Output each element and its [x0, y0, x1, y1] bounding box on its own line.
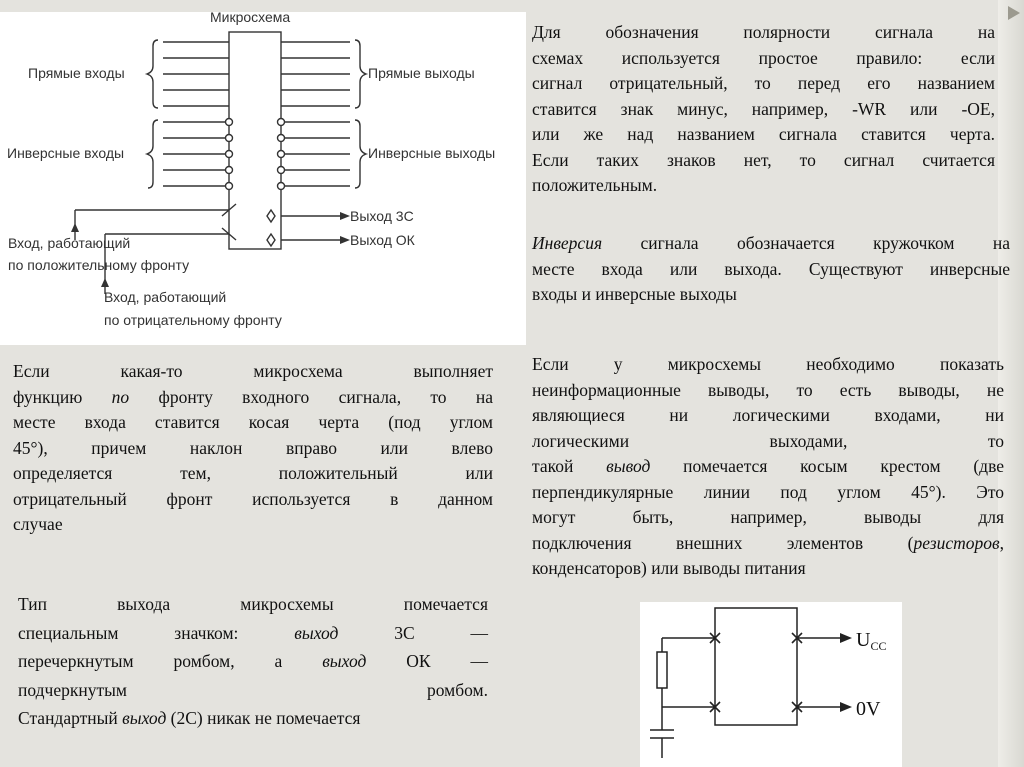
output-3s-label: Выход 3С [350, 208, 414, 224]
underlined-diamond-icon [267, 234, 275, 246]
inverse-inputs-label: Инверсные входы [7, 145, 125, 161]
noninfo-line: могут быть, например, выводы для [532, 507, 1004, 527]
polarity-line: положительным. [532, 175, 658, 195]
neg-edge-label-1: Вход, работающий [104, 289, 227, 305]
zero-v-label: 0V [856, 698, 881, 720]
polarity-line: Для обозначения полярности сигнала на [532, 22, 995, 42]
direct-outputs-label: Прямые выходы [368, 65, 475, 81]
resistor-symbol [657, 652, 667, 688]
inversion-term: Инверсия [532, 233, 603, 253]
pos-edge-label-2: по положительному фронту [8, 257, 190, 273]
noninfo-line: конденсаторов) или выводы питания [532, 558, 806, 578]
corner-arrow-icon [1008, 6, 1020, 20]
edge-line: отрицательный фронт используется в данном [13, 488, 493, 509]
edge-text: фронту входного сигнала, то на [129, 386, 494, 407]
edge-line: определяется тем, положительный или [13, 463, 493, 483]
edge-line: 45°), причем наклон вправо или влево [13, 437, 493, 458]
output-type-paragraph [18, 590, 488, 733]
polarity-line: сигнал отрицательный, то перед его названием [532, 73, 995, 93]
output-type-line: подчеркнутым ромбом. [18, 679, 488, 700]
edge-paragraph [13, 359, 493, 538]
output-type-text: Стандартный [18, 708, 123, 728]
ucc-label: $U_{CC}$ [856, 629, 887, 653]
zero-v-arrow-icon [840, 702, 852, 712]
chip-title-label: Микросхема [210, 12, 291, 25]
inversion-text: сигнала обозначается кружочком на [602, 233, 1010, 253]
polarity-line: или же над названием сигнала ставится черта. [532, 124, 995, 144]
inverse-outputs-label: Инверсные выходы [368, 145, 496, 161]
output-type-text: 3С — [338, 622, 488, 643]
noninfo-text: , [999, 532, 1004, 553]
inversion-line: входы и инверсные выходы [532, 284, 737, 304]
noninfo-line: перпендикулярные линии под углом 45°). Это [532, 481, 1004, 502]
edge-term: по [111, 386, 130, 407]
noninfo-line: Если у микросхемы необходимо показать [532, 354, 1004, 374]
noninfo-text: помечается косым крестом (две [650, 456, 1004, 476]
edge-line: Если какая-то микросхема выполняет [13, 361, 493, 381]
chip-diagram-svg [0, 12, 526, 345]
output-ok-label: Выход ОК [350, 232, 415, 248]
output-type-term: выход [122, 708, 167, 728]
output-type-term: выход [294, 622, 339, 643]
output-type-line: Тип выхода микросхемы помечается [18, 594, 488, 614]
polarity-line: ставится знак минус, например, -WR или -OE, [532, 98, 995, 119]
noninfo-line: логическими выходами, то [532, 430, 1004, 451]
power-pins-circuit [640, 602, 902, 767]
noninfo-term: вывод [606, 456, 651, 476]
output-type-text: ОК — [366, 651, 488, 671]
chip-symbol-diagram [0, 12, 526, 345]
direct-inputs-label: Прямые входы [28, 65, 125, 81]
polarity-line: Если таких знаков нет, то сигнал считается [532, 149, 995, 170]
edge-line: случае [13, 514, 63, 534]
noninfo-text: такой [532, 456, 607, 476]
neg-edge-label-2: по отрицательному фронту [104, 312, 282, 328]
crossed-diamond-icon [267, 210, 275, 222]
pos-edge-label-1: Вход, работающий [8, 235, 131, 251]
circuit-svg [640, 602, 902, 767]
noninfo-paragraph [532, 352, 1004, 582]
chip-block [715, 608, 797, 725]
polarity-paragraph [532, 20, 995, 199]
noninfo-line: неинформационные выводы, то есть выводы, не [532, 379, 1004, 400]
noninfo-text: подключения внешних элементов ( [532, 532, 914, 553]
ucc-arrow-icon [840, 633, 852, 643]
noninfo-term: резисторов [913, 532, 1000, 553]
output-type-text: (2С) никак не помечается [166, 708, 361, 728]
noninfo-line: являющиеся ни логическими входами, ни [532, 405, 1004, 425]
output-type-text: перечеркнутым ромбом, а [18, 651, 323, 671]
output-type-term: выход [322, 651, 367, 671]
edge-text: функцию [13, 386, 112, 407]
inversion-line: месте входа или выхода. Существуют инверсные [532, 258, 1010, 279]
output-type-text: специальным значком: [18, 622, 295, 643]
edge-line: месте входа ставится косая черта (под углом [13, 412, 493, 432]
inversion-paragraph [532, 231, 1010, 308]
polarity-line: схемах используется простое правило: если [532, 47, 995, 68]
